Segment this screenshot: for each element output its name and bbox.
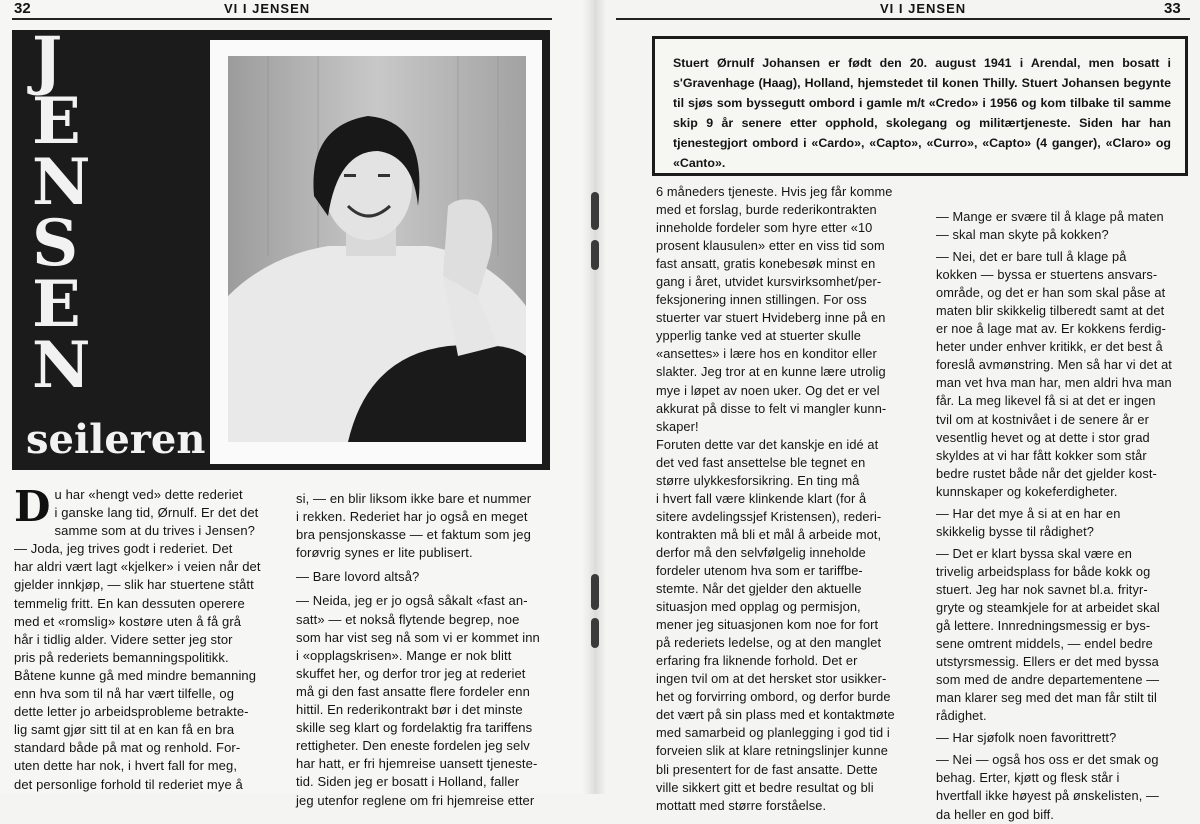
bio-text: Stuert Ørnulf Johansen er født den 20. august 1941 i Arendal, men bosatt i s'Gravenhage (Haag), Holland, hjemstedet til konen Thilly. Stuert Johansen begynte til sjøs som byssegutt ombord i gamle m/t «Credo» i 1956 og kom tilbake til samme skip 9 år senere etter opphold, skolegang og militærtjeneste. Siden har han tjenestegjort ombord i «Cardo», «Capto», «Curro», «Capto» (4 ganger), «Claro» og «Canto». [673, 56, 1171, 170]
text-line: foreslå avmønstring. Men så har vi det at [936, 357, 1172, 373]
text-line: større ulykkesforsikring. En ting må [656, 472, 860, 488]
text-line: enn hva som til nå har vært tilfelle, og [14, 686, 235, 702]
title-subtitle: seileren [26, 416, 206, 463]
title-letter: S [32, 206, 79, 281]
text-line: mye i løpet av noen uker. Og det er vel [656, 382, 880, 398]
text-line: som med de andre departementene — [936, 672, 1160, 688]
running-head: VI I JENSEN [880, 1, 967, 16]
text-line: prosent klausulen» etter en viss tid som [656, 238, 885, 254]
text-line: si, — en blir liksom ikke bare et nummer [296, 491, 532, 506]
text-line: Foruten dette var det kanskje en idé at [656, 436, 879, 452]
text-line: — Joda, jeg trives godt i rederiet. Det [14, 541, 233, 557]
text-line: utstyrsmessig. Ellers er det med byssa [936, 654, 1159, 670]
text-line: rådighet. [936, 708, 987, 724]
text-line: er noe å lage mat av. Er kokkens ferdig- [936, 321, 1166, 337]
text-line: vesentlig hevet og at dette i stor grad [936, 429, 1150, 445]
text-line: jeg utenfor reglene om fri hjemreise etter [296, 792, 535, 808]
text-line: maten blir skikkelig tilberedt samt at det [936, 303, 1165, 319]
text-line: i ganske lang tid, Ørnulf. Er det det [54, 505, 259, 521]
text-line: Båtene kunne gå med mindre bemanning [14, 667, 257, 683]
text-line: i hvert fall være klinkende klart (for å [656, 490, 867, 506]
text-column-3 [656, 183, 908, 815]
left-page [0, 0, 590, 808]
text-line: skyldes at vi har fått kokker som står [936, 447, 1147, 463]
text-line: stuert. Jeg har nok savnet bl.a. frityr- [936, 581, 1148, 597]
text-line: het og forvirring ombord, og derfor burde [656, 689, 891, 705]
text-line: gjelder innkjøp, — slik har stuertene stått [14, 577, 254, 593]
text-line: inneholde fordeler som hyre etter «10 [656, 220, 873, 236]
text-line: — Mange er svære til å klage på maten [936, 209, 1164, 224]
text-line: mottatt med større forståelse. [656, 797, 827, 813]
text-line: bra pensjonskasse — et faktum som jeg [296, 527, 531, 543]
text-line: gryte og steamkjele for at arbeidet skal [936, 599, 1160, 615]
text-line: ypperlig tanke ved at stuerter skulle [656, 328, 862, 344]
text-line: satt» — et nokså flytende begrep, noe [296, 611, 520, 627]
text-line: med et «romslig» kostøre uten å få grå [14, 613, 242, 629]
text-line: skikkelig bysse til rådighet? [936, 523, 1094, 539]
text-line: forøvrig synes er lite publisert. [296, 545, 473, 561]
text-line: slakter. Jeg tror at en kunne lære utrolig [656, 364, 886, 380]
text-line: har hatt, er fri hjemreise uansett tjeneste- [296, 756, 538, 772]
text-line: situasjon med opplag og permisjon, [656, 599, 861, 615]
text-line: gang i året, utvidet kursvirksomhet/per- [656, 274, 882, 290]
vertical-title [32, 23, 112, 403]
portrait-photo [228, 56, 526, 442]
title-letter: N [32, 328, 91, 403]
text-line: — Har sjøfolk noen favorittrett? [936, 730, 1117, 746]
header-rule [616, 18, 1190, 20]
text-line: «ansettes» i lære hos en konditor eller [656, 346, 877, 362]
text-column-2 [296, 490, 550, 810]
text-line: kokken — byssa er stuertens ansvars- [936, 267, 1158, 283]
text-line: derfor må den selvfølgelig inneholde [656, 544, 866, 560]
text-line: standard både på mat og renhold. For- [14, 740, 241, 756]
title-letter: N [32, 145, 91, 220]
text-line: må gi den fast ansatte flere fordeler enn [296, 683, 530, 699]
text-line: feksjonering innen stillingen. For oss [656, 292, 867, 308]
title-letter: E [32, 267, 81, 342]
text-line: akkurat på disse to felt vi mangler kunn- [656, 400, 887, 416]
text-line: forveien slik at klare retningslinjer kunne [656, 743, 888, 759]
text-line: bli presentert for de fast ansatte. Dette [656, 761, 878, 777]
text-line: tid. Siden jeg er bosatt i Holland, faller [296, 774, 520, 790]
text-line: kontrakten må bli et mål å arbeide mot, [656, 526, 882, 542]
text-line: det ved fast ansettelse ble tegnet en [656, 454, 866, 470]
title-letter: E [32, 84, 81, 159]
text-line: i «opplagskrisen». Mange er nok blitt [296, 647, 512, 663]
text-line: pris på rederiets bemanningspolitikk. [14, 649, 229, 665]
text-line: i rekken. Rederiet har jo også en meget [296, 509, 528, 525]
text-line: det vært på sin plass med et kontaktmøte [656, 707, 895, 723]
text-line: — Neida, jeg er jo også såkalt «fast an- [296, 593, 528, 609]
text-line: fordeler utenom hva som er tariffbe- [656, 562, 863, 578]
text-line: 6 måneders tjeneste. Hvis jeg får komme [656, 184, 893, 199]
text-line: bedre rustet både når det gjelder kost- [936, 465, 1157, 481]
page-number: 33 [1164, 0, 1181, 17]
text-line: på rederiets ledelse, og at den manglet [656, 635, 882, 651]
text-line: lig samt gjør sitt til at en kan få en bra [14, 722, 235, 738]
text-line: sitere avdelingssjef Kristensen), rederi- [656, 508, 882, 524]
text-column-1 [14, 482, 266, 794]
text-line: får. La meg likevel få si at det er ingen [936, 393, 1156, 409]
text-line: ingen tvil om at det hersket stor usikker- [656, 671, 887, 687]
text-line: skaper! [656, 418, 699, 434]
text-line: med et forslag, burde rederikontrakten [656, 202, 877, 218]
text-line: da heller en god biff. [936, 806, 1054, 822]
text-line: ville sikkert gitt et bedre resultat og bli [656, 779, 874, 795]
header-rule [12, 18, 552, 20]
running-head: VI I JENSEN [224, 1, 311, 16]
text-line: temmelig fritt. En kan dessuten operere [14, 595, 245, 611]
text-line: stuerter var stuert Hvideberg inne på en [656, 310, 886, 326]
text-line: med samarbeid og planlegging i god tid i [656, 725, 890, 741]
text-column-4 [936, 208, 1188, 824]
text-line: tvil om at kostnivået i de senere år er [936, 411, 1150, 427]
text-line: gå lettere. Innredningsmessig er bys- [936, 618, 1151, 634]
text-line: — Har det mye å si at en har en [936, 505, 1121, 521]
bio-box [652, 36, 1188, 176]
text-line: kunnskaper og kokeferdigheter. [936, 483, 1118, 499]
text-line: rettigheter. Den eneste fordelen jeg selv [296, 738, 530, 754]
text-line: uten dette har nok, i hvert fall for meg, [14, 758, 238, 774]
title-block [12, 23, 550, 470]
title-letter: J [32, 23, 63, 98]
text-line: hvertfall ikke høyest på ønskelisten, — [936, 788, 1159, 804]
page-number: 32 [14, 0, 31, 17]
drop-cap: D [14, 482, 51, 531]
text-line: — Bare lovord altså? [296, 569, 420, 585]
text-line: u har «hengt ved» dette rederiet [54, 487, 243, 502]
text-line: erfaring fra liknende forhold. Det er [656, 653, 858, 669]
text-line: sene omtrent middels, — endel bedre [936, 636, 1153, 652]
text-line: hittil. En rederikontrakt bør i det minste [296, 702, 523, 718]
text-line: skuffet her, og derfor tror jeg at rederiet [296, 665, 526, 681]
text-line: stemte. Når det gjelder den aktuelle [656, 581, 862, 597]
text-line: — skal man skyte på kokken? [936, 227, 1109, 243]
text-line: heter under enhver kritikk, er det best å [936, 339, 1163, 355]
text-line: — Det er klart byssa skal være en [936, 545, 1133, 561]
text-line: skille seg klart og fordelaktig fra tariffens [296, 720, 533, 736]
text-line: behag. Erter, kjøtt og flesk står i [936, 770, 1120, 786]
text-line: hår i tidlig alder. Videre setter jeg stor [14, 631, 233, 647]
text-line: det personlige forhold til rederiet mye å [14, 776, 243, 792]
text-line: som har vist seg nå som vi er kommet inn [296, 629, 540, 645]
text-line: — Nei — også hos oss er det smak og [936, 752, 1159, 768]
text-line: man vet hva man har, men aldri hva man [936, 375, 1172, 391]
text-line: har aldri vært lagt «kjelker» i veien når det [14, 559, 261, 575]
text-line: samme som at du trives i Jensen? [54, 523, 255, 539]
text-line: mener jeg situasjonen kom noe for fort [656, 617, 879, 633]
text-line: fast ansatt, gratis konebesøk minst en [656, 256, 876, 272]
text-line: dette letter jo arbeidsprobleme betrakte- [14, 704, 249, 720]
text-line: område, og det er han som skal påse at [936, 285, 1166, 301]
text-line: trivelig arbeidsplass for både kokk og [936, 563, 1151, 579]
text-line: man klarer seg med det man får stilt til [936, 690, 1157, 706]
photo-frame [210, 40, 542, 464]
text-line: — Nei, det er bare tull å klage på [936, 249, 1127, 265]
